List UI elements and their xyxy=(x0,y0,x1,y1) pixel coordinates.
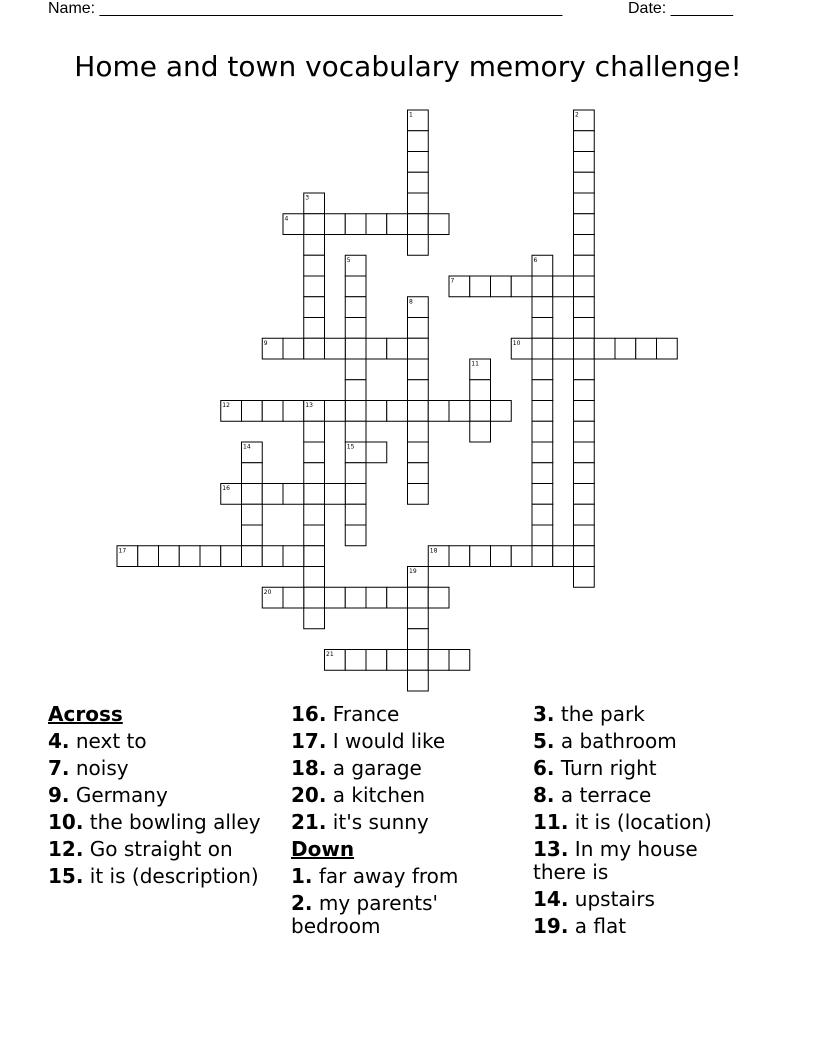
grid-cell[interactable] xyxy=(242,484,263,505)
clue-number: 7. xyxy=(48,756,70,780)
down-clue xyxy=(291,865,511,888)
grid-cell[interactable] xyxy=(511,546,532,567)
grid-cell[interactable] xyxy=(283,587,304,608)
grid-cell[interactable] xyxy=(574,359,595,380)
across-clue xyxy=(291,730,511,753)
clue-text: the bowling alley xyxy=(83,810,261,834)
grid-cell[interactable] xyxy=(408,193,429,214)
clue-text: a terrace xyxy=(554,783,652,807)
grid-cell[interactable] xyxy=(345,650,366,671)
grid-cell[interactable] xyxy=(449,650,470,671)
grid-cell[interactable] xyxy=(242,463,263,484)
grid-cell[interactable] xyxy=(532,318,553,339)
grid-cell[interactable] xyxy=(470,401,491,422)
down-clue xyxy=(533,784,753,807)
grid-cell[interactable] xyxy=(366,650,387,671)
grid-cell[interactable] xyxy=(428,587,449,608)
grid-cell[interactable] xyxy=(574,152,595,173)
cell-number: 2 xyxy=(575,111,579,119)
grid-cell[interactable] xyxy=(366,587,387,608)
down-clue xyxy=(533,757,753,780)
grid-cell[interactable] xyxy=(574,504,595,525)
down-heading: Down xyxy=(291,837,355,861)
grid-cell[interactable] xyxy=(159,546,180,567)
grid-cell[interactable] xyxy=(345,380,366,401)
grid-cell[interactable] xyxy=(325,587,346,608)
grid-cell[interactable] xyxy=(408,401,429,422)
grid-cell[interactable] xyxy=(304,546,325,567)
cell-number: 17 xyxy=(118,547,127,555)
down-clue xyxy=(533,703,753,726)
clues-column-3 xyxy=(533,703,753,942)
grid-cell[interactable] xyxy=(574,525,595,546)
grid-cell[interactable] xyxy=(325,214,346,235)
clue-text: I would like xyxy=(326,729,446,753)
cell-number: 3 xyxy=(305,194,310,202)
grid-cell[interactable] xyxy=(242,525,263,546)
grid-cell[interactable] xyxy=(511,276,532,297)
grid-cell[interactable] xyxy=(574,401,595,422)
grid-cell[interactable] xyxy=(532,359,553,380)
cell-number: 8 xyxy=(409,298,413,306)
clue-number: 4. xyxy=(48,729,70,753)
across-clue xyxy=(291,703,511,726)
clue-text: a garage xyxy=(326,756,422,780)
cell-number: 13 xyxy=(305,402,313,409)
clue-text: noisy xyxy=(69,756,129,780)
clue-text: Turn right xyxy=(554,756,657,780)
clue-text: a bathroom xyxy=(554,729,677,753)
grid-cell[interactable] xyxy=(387,401,408,422)
grid-cell[interactable] xyxy=(345,214,366,235)
grid-cell[interactable] xyxy=(345,463,366,484)
grid-cell[interactable] xyxy=(574,193,595,214)
grid-cell[interactable] xyxy=(304,421,325,442)
grid-cell[interactable] xyxy=(325,338,346,359)
grid-cell[interactable] xyxy=(532,525,553,546)
cell-number: 19 xyxy=(409,568,417,575)
grid-cell[interactable] xyxy=(574,318,595,339)
grid-cell[interactable] xyxy=(345,276,366,297)
grid-cell[interactable] xyxy=(470,380,491,401)
cell-number: 18 xyxy=(429,547,438,555)
clue-text: In my house there is xyxy=(533,837,698,884)
grid-cell[interactable] xyxy=(262,484,283,505)
name-label: Name: xyxy=(48,0,96,17)
grid-cell[interactable] xyxy=(574,214,595,235)
grid-cell[interactable] xyxy=(532,504,553,525)
grid-cell[interactable] xyxy=(408,172,429,193)
grid-cell[interactable] xyxy=(449,546,470,567)
grid-cell[interactable] xyxy=(304,504,325,525)
grid-cell[interactable] xyxy=(408,484,429,505)
grid-cell[interactable] xyxy=(366,214,387,235)
cell-number: 9 xyxy=(263,339,268,347)
grid-cell[interactable] xyxy=(408,380,429,401)
cell-number: 7 xyxy=(450,277,455,285)
grid-cell[interactable] xyxy=(574,172,595,193)
grid-cell[interactable] xyxy=(345,484,366,505)
grid-cell[interactable] xyxy=(304,214,325,235)
grid-cell[interactable] xyxy=(574,338,595,359)
grid-cell[interactable] xyxy=(408,629,429,650)
cell-number: 20 xyxy=(263,588,272,596)
clue-number: 1. xyxy=(291,864,313,888)
grid-cell[interactable] xyxy=(636,338,657,359)
clue-text: Germany xyxy=(69,783,168,807)
grid-cell[interactable] xyxy=(366,401,387,422)
grid-cell[interactable] xyxy=(408,463,429,484)
grid-cell[interactable] xyxy=(532,276,553,297)
grid-cell[interactable] xyxy=(491,546,512,567)
clue-number: 20. xyxy=(291,783,327,807)
clue-number: 9. xyxy=(48,783,70,807)
name-blank: ____________________________________________________ xyxy=(99,0,563,17)
grid-cell[interactable] xyxy=(345,587,366,608)
grid-cell[interactable] xyxy=(428,650,449,671)
grid-cell[interactable] xyxy=(345,359,366,380)
grid-cell[interactable] xyxy=(532,463,553,484)
grid-cell[interactable] xyxy=(387,650,408,671)
grid-cell[interactable] xyxy=(304,525,325,546)
grid-cell[interactable] xyxy=(221,546,242,567)
grid-cell[interactable] xyxy=(304,255,325,276)
clue-text: it is (location) xyxy=(568,810,712,834)
cell-number: 16 xyxy=(222,485,230,492)
grid-cell[interactable] xyxy=(574,567,595,588)
clue-number: 15. xyxy=(48,864,84,888)
clue-number: 13. xyxy=(533,837,569,861)
clue-text: far away from xyxy=(312,864,459,888)
cell-number: 21 xyxy=(326,651,334,658)
clue-text: next to xyxy=(69,729,147,753)
grid-cell[interactable] xyxy=(491,276,512,297)
grid-cell[interactable] xyxy=(366,338,387,359)
down-clue xyxy=(533,915,753,938)
grid-cell[interactable] xyxy=(387,587,408,608)
date-label: Date: xyxy=(628,0,667,17)
grid-cell[interactable] xyxy=(408,318,429,339)
grid-cell[interactable] xyxy=(200,546,221,567)
cell-number: 12 xyxy=(222,402,230,409)
grid-cell[interactable] xyxy=(242,401,263,422)
grid-cell[interactable] xyxy=(449,401,470,422)
grid-cell[interactable] xyxy=(553,276,574,297)
grid-cell[interactable] xyxy=(532,380,553,401)
date-blank: _______ xyxy=(670,0,733,17)
across-clue xyxy=(48,811,268,834)
cell-number: 11 xyxy=(471,360,479,368)
clue-number: 6. xyxy=(533,756,555,780)
clues-column-2 xyxy=(291,703,511,942)
clue-text: a flat xyxy=(568,914,627,938)
across-heading: Across xyxy=(48,702,123,726)
clue-number: 21. xyxy=(291,810,327,834)
across-clue xyxy=(48,865,268,888)
clue-number: 19. xyxy=(533,914,569,938)
grid-cell[interactable] xyxy=(574,131,595,152)
grid-cell[interactable] xyxy=(574,546,595,567)
grid-cell[interactable] xyxy=(470,421,491,442)
grid-cell[interactable] xyxy=(553,546,574,567)
grid-cell[interactable] xyxy=(304,235,325,256)
across-clue xyxy=(48,838,268,861)
grid-cell[interactable] xyxy=(283,546,304,567)
grid-cell[interactable] xyxy=(345,297,366,318)
grid-cell[interactable] xyxy=(387,214,408,235)
clue-number: 14. xyxy=(533,887,569,911)
cell-number: 14 xyxy=(243,443,251,451)
grid-cell[interactable] xyxy=(574,297,595,318)
clue-text: Go straight on xyxy=(83,837,233,861)
grid-cell[interactable] xyxy=(304,297,325,318)
clue-text: France xyxy=(326,702,400,726)
grid-cell[interactable] xyxy=(594,338,615,359)
across-clue xyxy=(48,757,268,780)
clue-number: 16. xyxy=(291,702,327,726)
grid-cell[interactable] xyxy=(345,318,366,339)
grid-cell[interactable] xyxy=(304,484,325,505)
grid-cell[interactable] xyxy=(408,421,429,442)
grid-cell[interactable] xyxy=(408,650,429,671)
cell-number: 1 xyxy=(409,111,413,119)
down-clue xyxy=(291,892,511,938)
across-clue xyxy=(291,757,511,780)
grid-cell[interactable] xyxy=(532,421,553,442)
grid-cell[interactable] xyxy=(408,608,429,629)
grid-cell[interactable] xyxy=(408,670,429,691)
clue-text: upstairs xyxy=(568,887,655,911)
across-clue xyxy=(291,784,511,807)
grid-cell[interactable] xyxy=(532,484,553,505)
grid-cell[interactable] xyxy=(574,276,595,297)
grid-cell[interactable] xyxy=(532,338,553,359)
grid-cell[interactable] xyxy=(408,131,429,152)
across-clue xyxy=(48,730,268,753)
grid-cell[interactable] xyxy=(408,214,429,235)
grid-cell[interactable] xyxy=(491,401,512,422)
grid-cell[interactable] xyxy=(532,401,553,422)
grid-cell[interactable] xyxy=(470,276,491,297)
grid-cell[interactable] xyxy=(325,401,346,422)
grid-cell[interactable] xyxy=(345,504,366,525)
cell-number: 6 xyxy=(533,256,538,264)
grid-cell[interactable] xyxy=(574,255,595,276)
grid-cell[interactable] xyxy=(553,338,574,359)
grid-cell[interactable] xyxy=(408,338,429,359)
clue-number: 10. xyxy=(48,810,84,834)
grid-cell[interactable] xyxy=(304,276,325,297)
down-clue xyxy=(533,811,753,834)
down-clue xyxy=(533,888,753,911)
grid-cell[interactable] xyxy=(574,421,595,442)
grid-cell[interactable] xyxy=(366,442,387,463)
down-clue xyxy=(533,730,753,753)
across-clue xyxy=(291,811,511,834)
clue-text: a kitchen xyxy=(326,783,426,807)
grid-cell[interactable] xyxy=(304,587,325,608)
grid-cell[interactable] xyxy=(428,401,449,422)
cell-number: 10 xyxy=(512,339,521,347)
clue-text: the park xyxy=(554,702,645,726)
grid-cell[interactable] xyxy=(283,401,304,422)
clue-number: 17. xyxy=(291,729,327,753)
grid-cell[interactable] xyxy=(408,152,429,173)
grid-cell[interactable] xyxy=(574,484,595,505)
grid-cell[interactable] xyxy=(283,484,304,505)
grid-cell[interactable] xyxy=(325,484,346,505)
grid-cell[interactable] xyxy=(574,235,595,256)
grid-cell[interactable] xyxy=(532,297,553,318)
grid-cell[interactable] xyxy=(345,525,366,546)
clue-number: 3. xyxy=(533,702,555,726)
clue-number: 18. xyxy=(291,756,327,780)
cell-number: 4 xyxy=(284,215,289,223)
grid-cell[interactable] xyxy=(242,546,263,567)
grid-cell[interactable] xyxy=(408,587,429,608)
clue-number: 5. xyxy=(533,729,555,753)
grid-cell[interactable] xyxy=(304,318,325,339)
clue-number: 12. xyxy=(48,837,84,861)
across-clue xyxy=(48,784,268,807)
grid-cell[interactable] xyxy=(532,546,553,567)
grid-cell[interactable] xyxy=(345,338,366,359)
clues-column-1 xyxy=(48,703,268,892)
grid-cell[interactable] xyxy=(283,338,304,359)
grid-cell[interactable] xyxy=(345,421,366,442)
grid-cell[interactable] xyxy=(138,546,159,567)
grid-cell[interactable] xyxy=(657,338,678,359)
grid-cell[interactable] xyxy=(242,504,263,525)
grid-cell[interactable] xyxy=(574,380,595,401)
grid-cell[interactable] xyxy=(262,401,283,422)
clue-text: it's sunny xyxy=(326,810,429,834)
grid-cell[interactable] xyxy=(304,442,325,463)
grid-cell[interactable] xyxy=(408,359,429,380)
grid-cell[interactable] xyxy=(304,463,325,484)
grid-cell[interactable] xyxy=(574,463,595,484)
cell-number: 5 xyxy=(346,256,351,264)
clue-number: 8. xyxy=(533,783,555,807)
grid-cell[interactable] xyxy=(179,546,200,567)
grid-cell[interactable] xyxy=(345,401,366,422)
clue-number: 2. xyxy=(291,891,313,915)
grid-cell[interactable] xyxy=(470,546,491,567)
clue-number: 11. xyxy=(533,810,569,834)
grid-cell[interactable] xyxy=(428,214,449,235)
grid-cell[interactable] xyxy=(408,235,429,256)
grid-cell[interactable] xyxy=(574,442,595,463)
page-title: Home and town vocabulary memory challenge! xyxy=(74,50,742,83)
clue-text: it is (description) xyxy=(83,864,259,888)
grid-cell[interactable] xyxy=(304,338,325,359)
down-clue xyxy=(533,838,753,884)
grid-cell[interactable] xyxy=(262,546,283,567)
grid-cell[interactable] xyxy=(304,567,325,588)
cell-number: 15 xyxy=(346,443,355,451)
grid-cell[interactable] xyxy=(532,442,553,463)
clue-text: my parents' bedroom xyxy=(291,891,439,938)
grid-cell[interactable] xyxy=(408,442,429,463)
grid-cell[interactable] xyxy=(615,338,636,359)
grid-cell[interactable] xyxy=(387,338,408,359)
grid-cell[interactable] xyxy=(304,608,325,629)
